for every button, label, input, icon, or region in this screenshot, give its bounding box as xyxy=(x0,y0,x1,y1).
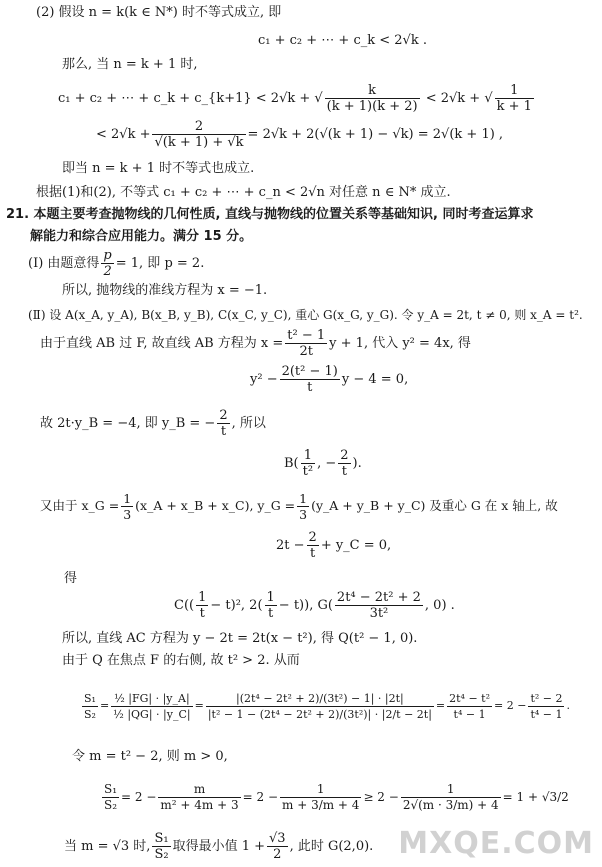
math-line: 又由于 x_G = $\frac{1}{3}$ (x_A + x_B + x_C), y_G = $\frac{1}{3}$ (y_A + y_B + y_C) 及重心 G 在 x 轴上, 故 xyxy=(40,491,558,522)
fraction: $\frac{√3}{2}$ xyxy=(269,831,286,862)
fraction: $\frac{\text{2t⁴ − 2t² + 2}}{\text{3t²}}$ xyxy=(336,590,421,621)
math-line: 由于直线 AB 过 F, 故直线 AB 方程为 x = $\frac{\text{t² − 1}}{2t}$ y + 1, 代入 y² = 4x, 得 xyxy=(40,328,471,359)
text-line: 由于 Q 在焦点 F 的右侧, 故 t² > 2. 从而 xyxy=(62,653,300,668)
question-heading: 21. 本题主要考查抛物线的几何性质, 直线与抛物线的位置关系等基础知识, 同时考查运算求 xyxy=(6,207,534,222)
fraction: $\frac{\text{½ |FG| · |y\_A|}}{\text{½ |QG| · |y\_C|}}$ xyxy=(113,691,191,721)
fraction: $\frac{k}{(k + 1)(k + 2)}$ xyxy=(326,83,418,114)
text-line: 即当 n = k + 1 时不等式也成立. xyxy=(62,161,255,176)
text-line: (2) 假设 n = k(k ∈ N*) 时不等式成立, 即 xyxy=(36,5,282,20)
fraction: $\frac{2}{t}$ xyxy=(219,408,228,439)
math-line: C(( $\frac{1}{t}$ − t)², 2( $\frac{1}{t}$ − t)), G( $\frac{\text{2t⁴ − 2t² + 2}}{\text{3t²}}$ , 0) . xyxy=(174,590,455,621)
fraction: $\frac{1}{3}$ xyxy=(299,491,308,522)
fraction: $\frac{2}{t}$ xyxy=(308,530,317,561)
text-line: 根据(1)和(2), 不等式 c₁ + c₂ + ⋯ + c_n < 2√n 对任意 n ∈ N* 成立. xyxy=(36,185,451,200)
fraction: $\frac{\text{2(t² − 1)}}{t}$ xyxy=(281,364,338,395)
text-line: 那么, 当 n = k + 1 时, xyxy=(62,57,198,72)
fraction: $\frac{1}{t}$ xyxy=(266,590,275,621)
math-line: y² − $\frac{\text{2(t² − 1)}}{t}$ y − 4 = 0, xyxy=(250,364,409,395)
fraction: $\frac{1}{m + 3/m + 4}$ xyxy=(282,782,360,812)
fraction: $\frac{\text{S₁}}{\text{S₂}}$ xyxy=(84,691,96,721)
math-line: $\frac{\text{S₁}}{\text{S₂}}$ = 2 − $\frac{m}{\text{m² + 4m + 3}}$ = 2 − $\frac{1}{m + 3/m + 4}$ ≥ 2 − $\frac{1}{2√(m \cdot 3/m) + 4}$ = 1 + √3/2 xyxy=(104,782,569,812)
math-line: c₁ + c₂ + ⋯ + c_k + c_{k+1} < 2√k + √ $\frac{k}{(k + 1)(k + 2)}$ < 2√k + √ $\frac{1}{k + 1}$ xyxy=(58,83,532,114)
math-line: 当 m = √3 时, $\frac{\text{S₁}}{\text{S₂}}$ 取得最小值 1 + $\frac{√3}{2}$ , 此时 G(2,0). xyxy=(64,831,374,862)
text-line: 得 xyxy=(64,571,78,586)
text-line: 所以, 直线 AC 方程为 y − 2t = 2t(x − t²), 得 Q(t² − 1, 0). xyxy=(62,631,418,646)
fraction: $\frac{2}{t}$ xyxy=(340,448,349,479)
text-line: 令 m = t² − 2, 则 m > 0, xyxy=(72,749,228,764)
math-line: (Ⅰ) 由题意得 $\frac{p}{2}$ = 1, 即 p = 2. xyxy=(28,248,205,279)
watermark-logo: MXQE.COM xyxy=(398,826,594,861)
fraction: $\frac{\text{S₁}}{\text{S₂}}$ xyxy=(104,782,118,812)
fraction: $\frac{\text{t² − 1}}{2t}$ xyxy=(287,328,326,359)
fraction: $\frac{m}{\text{m² + 4m + 3}}$ xyxy=(160,782,239,812)
fraction: $\frac{1}{2√(m \cdot 3/m) + 4}$ xyxy=(402,782,499,812)
text-line: (Ⅱ) 设 A(x_A, y_A), B(x_B, y_B), C(x_C, y_C), 重心 G(x_G, y_G). 令 y_A = 2t, t ≠ 0, 则 x_A = t². xyxy=(28,308,583,322)
question-heading: 解能力和综合应用能力。满分 15 分。 xyxy=(30,229,253,244)
fraction: $\frac{p}{2}$ xyxy=(103,248,112,279)
fraction: $\frac{\text{S₁}}{\text{S₂}}$ xyxy=(154,831,169,862)
text-line: 所以, 抛物线的准线方程为 x = −1. xyxy=(62,283,268,298)
math-line: c₁ + c₂ + ⋯ + c_k < 2√k . xyxy=(258,33,427,48)
fraction: $\frac{1}{k + 1}$ xyxy=(496,83,532,114)
fraction: $\frac{\text{|(2t⁴ − 2t² + 2)/(3t²) − 1| · |2t|}}{\text{|t² − 1 − (2t⁴ − 2t² + 2)/(3t²)| · |2/t − 2t|}}$ xyxy=(207,691,432,721)
math-line: B( $\frac{1}{\text{t²}}$ , − $\frac{2}{t}$ ). xyxy=(284,448,362,479)
fraction: $\frac{2}{√(k + 1) + √k}$ xyxy=(154,119,244,150)
fraction: $\frac{1}{3}$ xyxy=(123,491,132,522)
fraction: $\frac{\text{2t⁴ − t²}}{\text{t⁴ − 1}}$ xyxy=(449,691,490,721)
fraction: $\frac{1}{t}$ xyxy=(198,590,207,621)
math-line: 2t − $\frac{2}{t}$ + y_C = 0, xyxy=(276,530,392,561)
fraction: $\frac{\text{t² − 2}}{\text{t⁴ − 1}}$ xyxy=(530,691,563,721)
math-line: < 2√k + $\frac{2}{√(k + 1) + √k}$ = 2√k + 2(√(k + 1) − √k) = 2√(k + 1) , xyxy=(96,119,504,150)
math-line: $\frac{\text{S₁}}{\text{S₂}}$ = $\frac{\text{½ |FG| · |y\_A|}}{\text{½ |QG| · |y\_C|}}$ = $\frac{\text{|(2t⁴ − 2t² + 2)/(3t²) − 1| · |2t|}}{\text{|t² − 1 − (2t⁴ − 2t² + 2)/(3t²)| · |2/t − 2t|}}$ = $\frac{\text{2t⁴ − t²}}{\text{t⁴ − 1}}$ = 2 − $\frac{\text{t² − 2}}{\text{t⁴ − 1}}$ . xyxy=(84,691,570,721)
fraction: $\frac{1}{\text{t²}}$ xyxy=(302,448,314,479)
math-line: 故 2t·y_B = −4, 即 y_B = − $\frac{2}{t}$ , 所以 xyxy=(40,408,266,439)
